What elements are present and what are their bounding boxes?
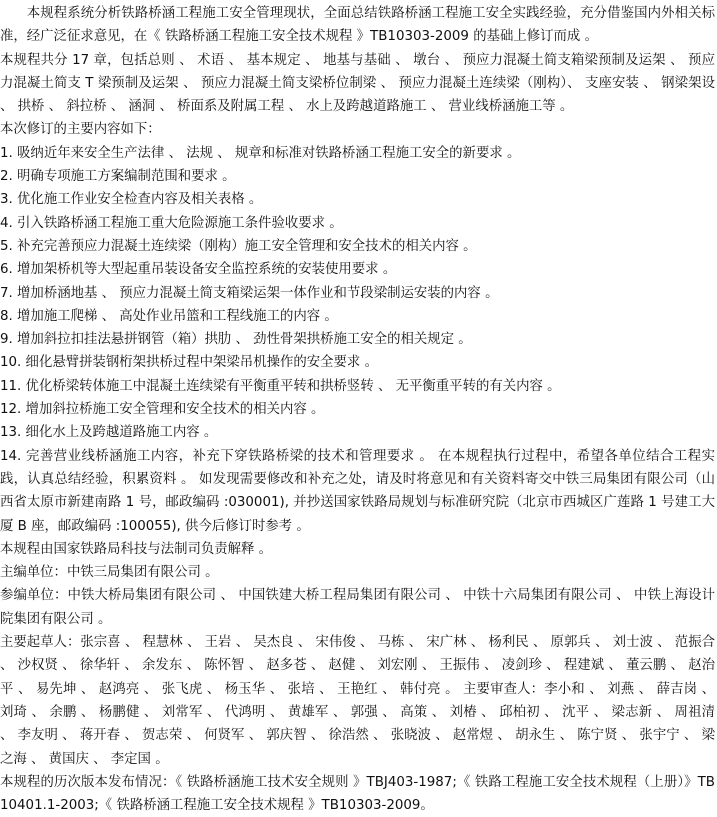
revision-item-11: 11. 优化桥梁转体施工中混凝土连续梁有平衡重平转和拱桥竖转 、 无平衡重平转的有关内容 。 [0, 378, 561, 394]
participating-units: 参编单位：中铁大桥局集团有限公司 、 中国铁建大桥工程局集团有限公司 、 中铁十六局集团有限公司 、 中铁上海设计院集团有限公司 。 [0, 588, 715, 627]
revision-item-7: 7. 增加桥涵地基 、 预应力混凝土简支箱梁运架一体作业和节段梁制运安装的内容 。 [0, 285, 499, 301]
chapters-paragraph: 本规程共分 17 章，包括总则 、 术语 、 基本规定 、 地基与基础 、 墩台 、 预应力混凝土简支箱梁预制及运架 、 预应力混凝土简支 T 梁预制及运架 、 预应力混凝土简支梁桥位制梁 、 预应力混凝土连续梁（刚构）、 支座安装 、 钢梁架设 、 拱桥 、 斜拉桥 、 涵洞 、 桥面系及附属工程 、 水上及跨越道路施工 、 营业线桥涵施工等 。 [0, 52, 715, 115]
revision-item-8: 8. 增加施工爬梯 、 高处作业吊篮和工程线施工的内容 。 [0, 308, 338, 324]
revision-item-9: 9. 增加斜拉扣挂法悬拼钢管（箱）拱肋 、 劲性骨架拱桥施工安全的相关规定 。 [0, 332, 472, 348]
revision-item-5: 5. 补充完善预应力混凝土连续梁（刚构）施工安全管理和安全技术的相关内容 。 [0, 238, 477, 254]
document-body [0, 2, 715, 817]
revision-item-3: 3. 优化施工作业安全检查内容及相关表格 。 [0, 192, 263, 208]
revision-item-4: 4. 引入铁路桥涵工程施工重大危险源施工条件验收要求 。 [0, 215, 343, 231]
revision-item-2: 2. 明确专项施工方案编制范围和要求 。 [0, 169, 236, 185]
revision-item-12: 12. 增加斜拉桥施工安全管理和安全技术的相关内容 。 [0, 402, 325, 418]
revision-item-1: 1. 吸纳近年来安全生产法律 、 法规 、 规章和标准对铁路桥涵工程施工安全的新要求 。 [0, 145, 521, 161]
version-history: 本规程的历次版本发布情况：《 铁路桥涵施工技术安全规则 》TBJ403-1987;《 铁路工程施工安全技术规程（上册）》TB10401.1-2003;《 铁路桥涵工程施工安全技术规程 》TB10303-2009。 [0, 774, 715, 814]
revision-item-14: 14. 完善营业线桥涵施工内容，补充下穿铁路桥梁的技术和管理要求 。 在本规程执行过程中，希望各单位结合工程实践，认真总结经验，积累资料 。 如发现需要修改和补充之处，请及时将意见和有关资料寄交中铁三局集团有限公司（山西省太原市新建南路 1 号，邮政编码 :030001), 并抄送国家铁路局规划与标准研究院（北京市西城区广莲路 1 号建工大厦 B 座，邮政编码 :100055), 供今后修订时参考 。 [0, 448, 715, 534]
interpretation-paragraph: 本规程由国家铁路局科技与法制司负责解释 。 [0, 541, 273, 557]
intro-paragraph: 本规程系统分析铁路桥涵工程施工安全管理现状，全面总结铁路桥涵工程施工安全实践经验，充分借鉴国内外相关标准，经广泛征求意见，在《 铁路桥涵工程施工安全技术规程 》TB10303-2009 的基础上修订而成 。 [0, 6, 715, 45]
revision-item-10: 10. 细化悬臂拼装钢桁架拱桥过程中架梁吊机操作的安全要求 。 [0, 355, 378, 371]
revision-item-13: 13. 细化水上及跨越道路施工内容 。 [0, 425, 218, 441]
drafters-and-reviewers: 主要起草人：张宗喜 、 程慧林 、 王岩 、 吴杰良 、 宋伟俊 、 马栋 、 宋广林 、 杨利民 、 原郭兵 、 刘士波 、 范振合 、 沙权贤 、 徐华轩 、 余发东 、 陈怀智 、 赵多苍 、 赵健 、 刘宏刚 、 王振伟 、 凌剑珍 、 程建斌 、 董云鹏 、 赵治平 、 易先坤 、 赵鸿亮 、 张飞虎 、 杨玉华 、 张培 、 王艳红 、 韩付亮 。 主要审查人：李小和 、 刘燕 、 薛吉岗 、 刘琦 、 余鹏 、 杨鹏健 、 刘常军 、 代鸿明 、 黄雄军 、 郭强 、 高策 、 刘椿 、 邱柏初 、 沈平 、 梁志新 、 周祖清 、 李友明 、 蒋开春 、 贺志荣 、 何贤军 、 郭庆智 、 徐浩然 、 张晓波 、 赵常煜 、 胡永生 、 陈宁贤 、 张宇宁 、 梁之海 、 黄国庆 、 李定国 。 [0, 635, 715, 767]
revision-item-6: 6. 增加架桥机等大型起重吊装设备安全监控系统的安装使用要求 。 [0, 262, 397, 278]
chief-editor-unit: 主编单位：中铁三局集团有限公司 。 [0, 565, 219, 581]
revision-heading: 本次修订的主要内容如下： [0, 122, 161, 138]
